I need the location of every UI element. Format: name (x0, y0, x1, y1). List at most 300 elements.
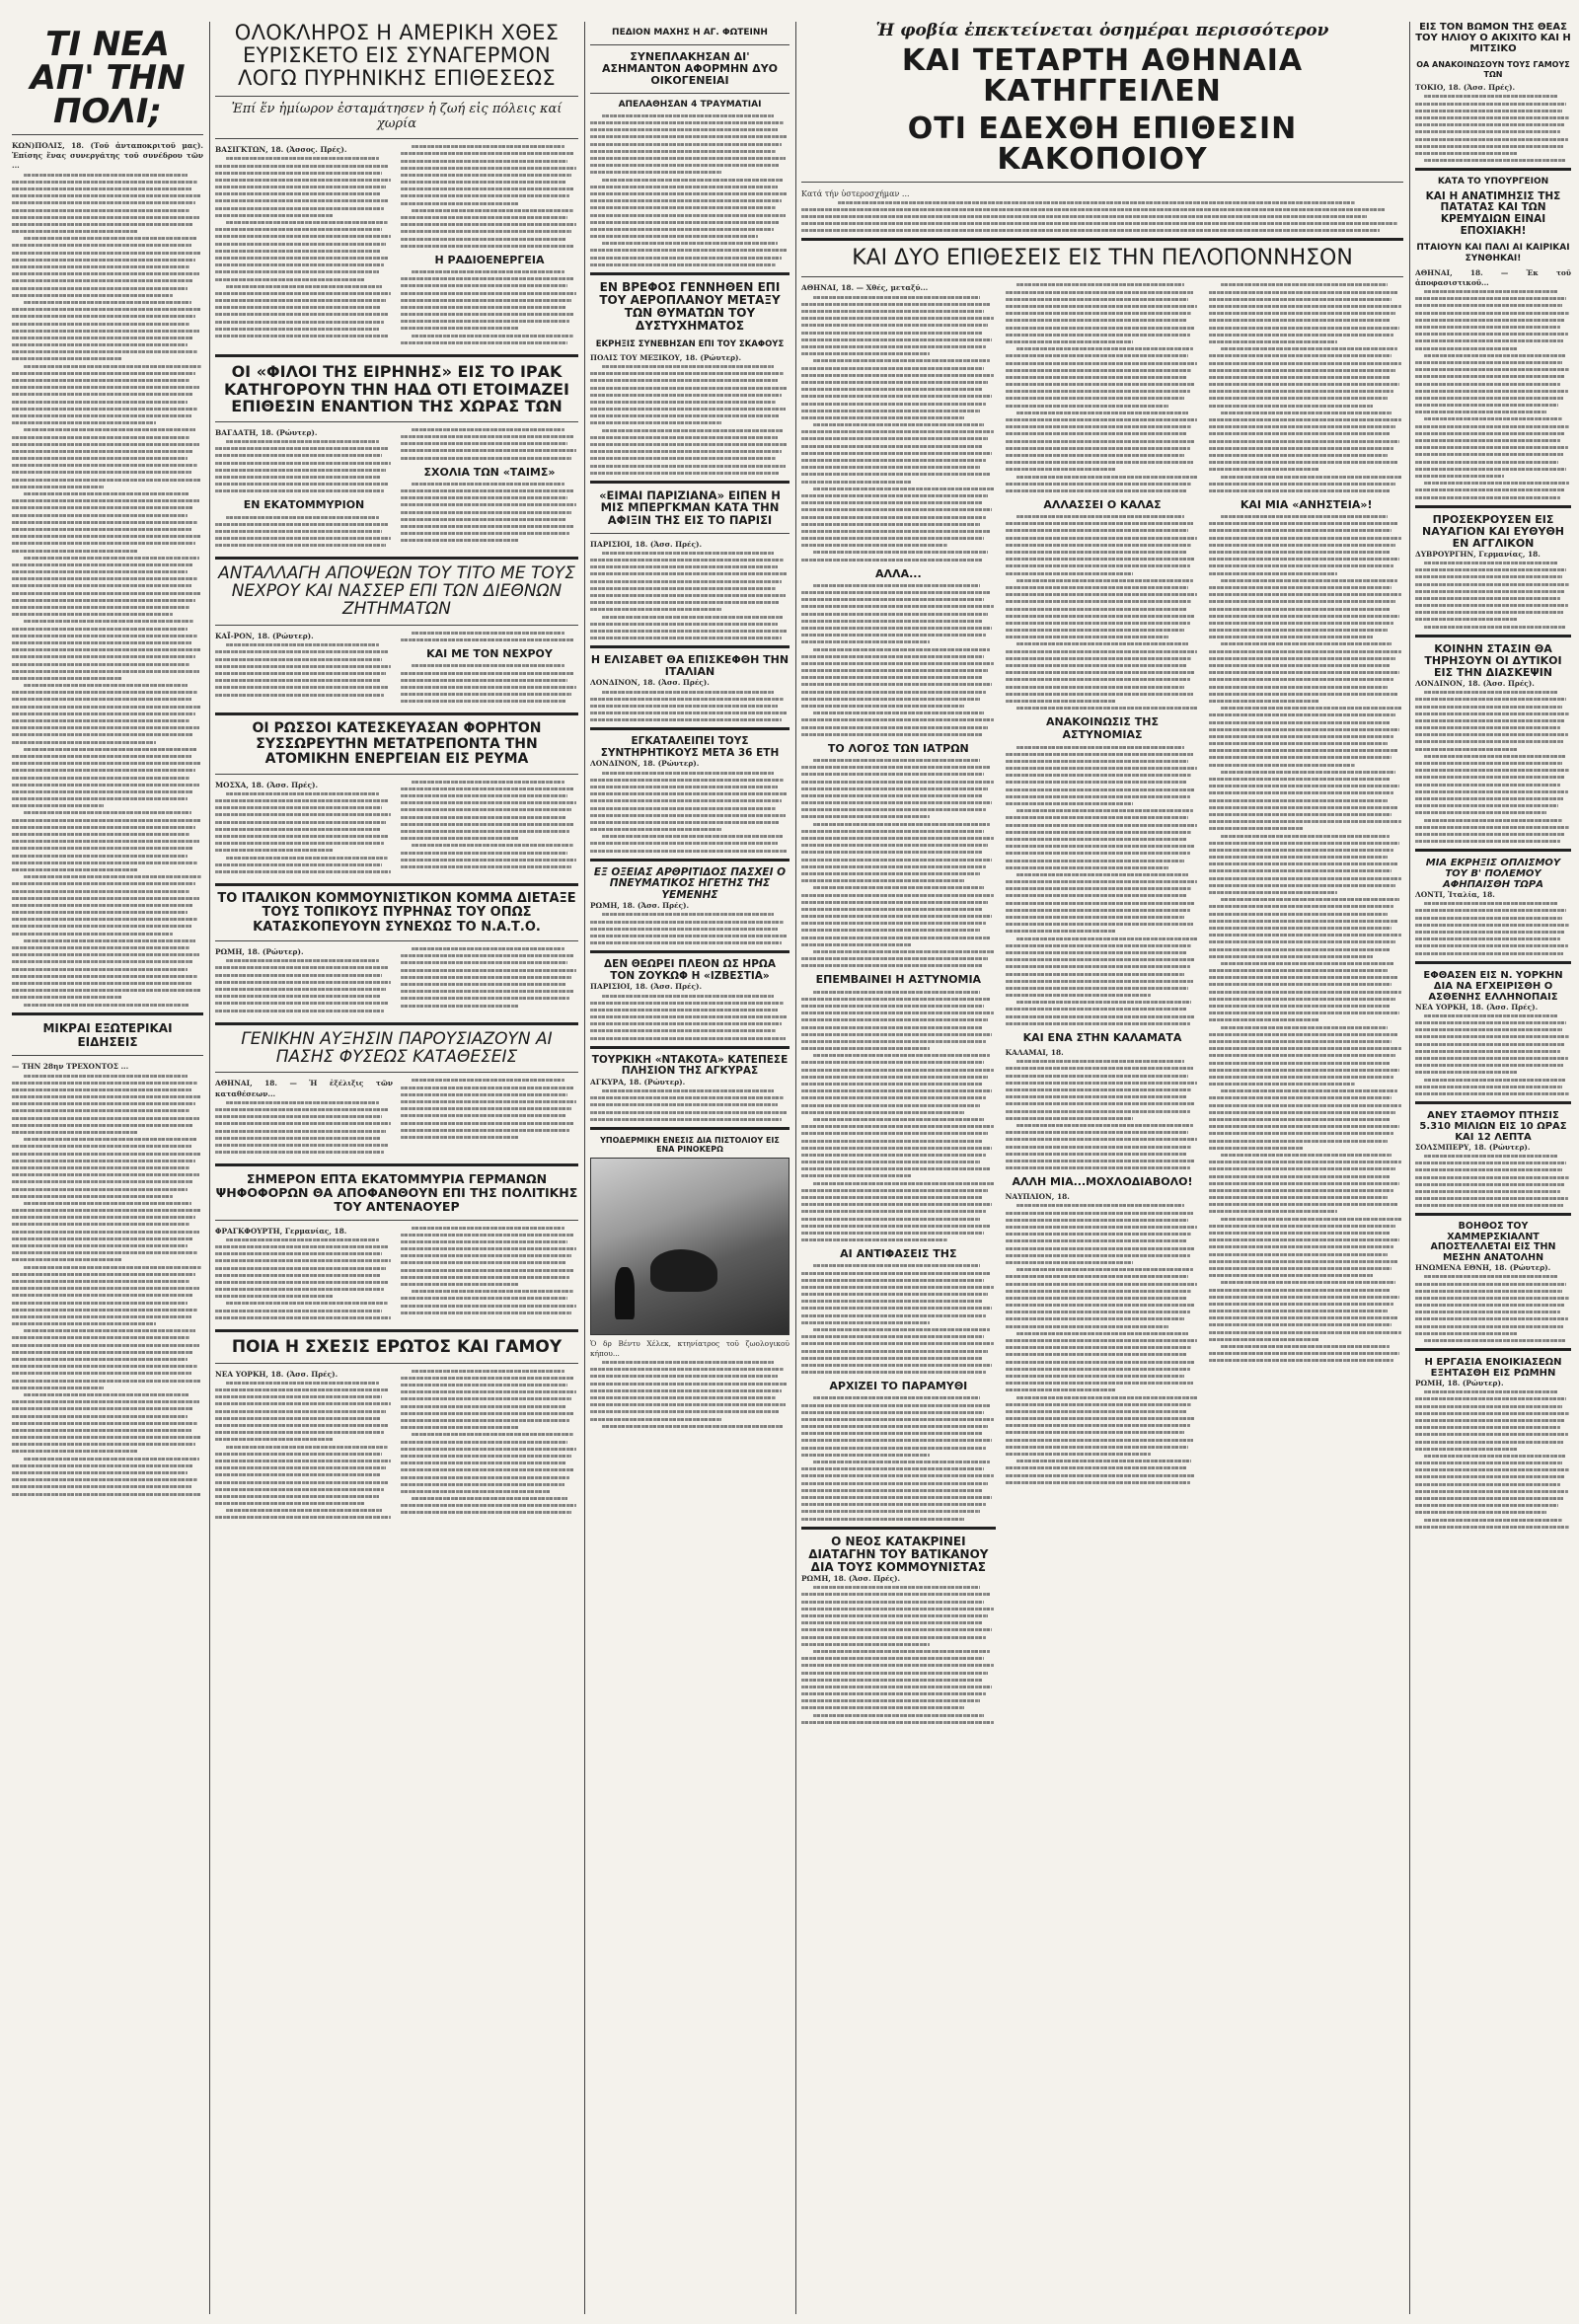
text-line (1209, 312, 1395, 315)
text-line (1209, 991, 1401, 994)
text-line (215, 1137, 380, 1140)
text-line (1209, 820, 1401, 823)
text-line (801, 310, 984, 313)
text-line (813, 712, 984, 714)
text-line (813, 991, 980, 994)
text-line (12, 252, 201, 255)
text-line (1221, 476, 1401, 479)
text-line (1209, 998, 1395, 1001)
text-line (1415, 1092, 1569, 1095)
text-line (801, 808, 986, 811)
text-line (1006, 1424, 1190, 1427)
text-line (12, 706, 201, 709)
text-line (12, 1109, 189, 1112)
text-line (1415, 368, 1569, 371)
text-line (590, 828, 721, 831)
text-line (12, 337, 193, 339)
text-line (215, 650, 388, 653)
text-line (602, 995, 774, 998)
text-line (401, 990, 574, 993)
text-line (401, 1405, 565, 1408)
text-line (1006, 1088, 1192, 1091)
text-line (1415, 1405, 1562, 1408)
text-line (1209, 1338, 1319, 1341)
heading-4-injured: ΑΠΕΛΑΘΗΣΑΝ 4 ΤΡΑΥΜΑΤΙΑΙ (618, 100, 762, 111)
text-line (1209, 1323, 1391, 1326)
text-line (602, 835, 784, 838)
tito-dateline: ΚΑΪ-ΡΟΝ, 18. (Ρώυτερ). (215, 631, 314, 640)
text-line (1209, 636, 1372, 638)
text-line (1006, 678, 1190, 681)
text-line (1209, 1238, 1399, 1241)
text-line (215, 165, 388, 168)
text-line (215, 1481, 389, 1484)
text-line (801, 367, 984, 370)
text-line (1006, 760, 1188, 763)
text-line (1006, 965, 1190, 968)
text-line (1415, 568, 1566, 571)
text-line (1209, 1161, 1401, 1163)
text-line (801, 830, 984, 833)
text-line (215, 235, 391, 238)
text-line (1415, 1183, 1565, 1186)
text-line (401, 638, 573, 641)
text-line (1415, 1290, 1562, 1293)
text-line (12, 479, 201, 482)
text-line (215, 1252, 382, 1255)
text-line (12, 514, 188, 517)
text-line (12, 804, 104, 807)
text-line (1006, 1325, 1168, 1328)
text-line (801, 733, 982, 736)
text-line (1016, 1124, 1193, 1127)
text-line (1424, 562, 1558, 564)
text-line (215, 454, 382, 457)
text-line (401, 1114, 565, 1117)
heading-kata-to-ypourgeion: ΚΑΤΑ ΤΟ ΥΠΟΥΡΓΕΙΟΝ (1437, 177, 1549, 187)
text-line (215, 1424, 389, 1427)
text-line (1415, 797, 1563, 800)
text-line (801, 1503, 986, 1506)
text-line (1209, 891, 1337, 894)
text-line (1415, 618, 1518, 621)
america-article-col-b (401, 145, 578, 348)
eros-dateline: ΝΕΑ ΥΟΡΚΗ, 18. (Ἀσσ. Πρές). (215, 1369, 338, 1379)
text-line (1006, 1317, 1184, 1320)
text-line (801, 640, 930, 643)
text-line (1209, 1182, 1399, 1185)
text-line (801, 501, 982, 504)
text-line (590, 199, 782, 202)
text-line (801, 215, 1367, 218)
text-line (801, 1210, 986, 1213)
text-line (12, 1407, 193, 1410)
text-line (401, 1240, 567, 1243)
subhead-baby-plane: ΕΚΡΗΞΙΣ ΣΥΝΕΒΗΣΑΝ ΕΠΙ ΤΟΥ ΣΚΑΦΟΥΣ (595, 338, 785, 349)
text-line (1209, 1289, 1390, 1292)
text-line (801, 1342, 994, 1345)
text-line (1415, 1325, 1563, 1328)
germ-text-a (215, 1238, 393, 1319)
zhukov-text (590, 995, 790, 1040)
text-line (215, 1316, 391, 1319)
text-line (590, 1396, 776, 1399)
text-line (1209, 564, 1393, 567)
text-line (401, 518, 565, 521)
text-line (1415, 468, 1566, 471)
america-text-b (401, 145, 578, 248)
text-line (1209, 976, 1397, 979)
text-line (1006, 1138, 1198, 1141)
text-line (401, 787, 573, 790)
text-line (602, 913, 774, 916)
text-line (1209, 608, 1390, 611)
text-line (401, 167, 576, 170)
text-line (1016, 1204, 1183, 1207)
text-line (1221, 412, 1391, 414)
ital-dateline: ΡΩΜΗ, 18. (Ρώυτερ). (215, 947, 304, 956)
text-line (412, 1290, 573, 1293)
text-line (1424, 1014, 1558, 1017)
irak-text-b (215, 516, 393, 548)
text-line (401, 1254, 571, 1257)
text-line (1006, 1261, 1134, 1264)
main-text-a3 (801, 759, 996, 967)
text-line (1006, 753, 1194, 756)
subhead-america-alert: Ἐπί ἕν ἡμίωρον ἐσταμάτησεν ἡ ζωή εἰς πόλεις καί χωρία (231, 102, 563, 132)
text-line (1006, 319, 1186, 322)
text-line (401, 672, 573, 675)
subhead-potatoes: ΠΤΑΙΟΥΝ ΚΑΙ ΠΑΛΙ ΑΙ ΚΑΙΡΙΚΑΙ ΣΥΝΘΗΚΑΙ! (1416, 243, 1570, 263)
text-line (12, 1195, 173, 1198)
text-line (215, 1295, 333, 1298)
text-line (412, 1370, 564, 1373)
text-line (401, 983, 565, 986)
main-story (801, 22, 1403, 2314)
text-line (1209, 1274, 1372, 1277)
text-line (401, 1441, 567, 1444)
text-line (801, 481, 912, 484)
text-line (801, 1272, 990, 1275)
text-line (12, 606, 189, 609)
text-line (12, 726, 199, 729)
america-article (215, 145, 578, 348)
text-line (1221, 1154, 1391, 1157)
text-line (590, 814, 786, 817)
text-line (1415, 931, 1565, 934)
text-line (1424, 417, 1561, 420)
text-line (1006, 866, 1168, 869)
text-line (1209, 713, 1395, 716)
text-line (401, 435, 573, 438)
shipwreck-text (1415, 562, 1571, 629)
text-line (226, 516, 379, 519)
text-line (801, 303, 990, 306)
text-line (401, 801, 576, 804)
text-line (215, 1259, 391, 1262)
text-line (801, 1203, 992, 1206)
text-line (813, 1714, 984, 1717)
text-line (1424, 290, 1558, 293)
text-line (801, 922, 986, 925)
text-line (12, 628, 188, 631)
text-line (590, 121, 784, 124)
text-line (401, 1312, 571, 1314)
text-line (1415, 575, 1562, 578)
text-line (215, 523, 388, 526)
text-line (1415, 811, 1546, 814)
text-line (813, 1461, 990, 1463)
text-line (1415, 319, 1565, 322)
text-line (801, 1518, 964, 1521)
text-line (12, 1429, 191, 1432)
text-line (12, 1436, 201, 1439)
russ-text-b (401, 781, 578, 868)
headline-irak: ΟΙ «ΦΙΛΟΙ ΤΗΣ ΕΙΡΗΝΗΣ» ΕΙΣ ΤΟ ΙΡΑΚ ΚΑΤΗΓΟΡΟΥΝ ΤΗΝ ΗΑΔ ΟΤΙ ΕΤΟΙΜΑΖΕΙ ΕΠΙΘΕΣΙΝ ΕΝΑΝΤΙΟΝ ΤΗΣ ΧΩΡΑΣ ΤΩΝ (224, 362, 569, 416)
text-line (590, 1103, 778, 1106)
col1-article-text-2 (12, 1075, 203, 1496)
text-line (24, 939, 196, 942)
text-line (590, 1015, 788, 1018)
text-line (1209, 913, 1388, 916)
text-line (401, 489, 573, 492)
ital-text-a (215, 959, 393, 1012)
text-line (1016, 642, 1187, 645)
text-line (401, 1129, 569, 1132)
text-line (1221, 1218, 1401, 1221)
text-line (1006, 980, 1194, 983)
text-line (1221, 1345, 1390, 1348)
text-line (401, 1483, 564, 1486)
text-line (1006, 291, 1194, 294)
text-line (12, 1493, 201, 1496)
text-line (801, 1608, 994, 1611)
text-line (401, 503, 576, 506)
text-line (215, 228, 382, 231)
text-line (1006, 615, 1196, 618)
text-line (1209, 927, 1391, 930)
text-line (12, 506, 193, 509)
text-line (801, 901, 988, 904)
text-line (1209, 1076, 1393, 1079)
text-line (401, 152, 573, 155)
text-line (1006, 529, 1188, 532)
text-line (12, 528, 191, 531)
headline-two-families: ΣΥΝΕΠΛΑΚΗΣΑΝ ΔΙ' ΑΣΗΜΑΝΤΟΝ ΑΦΟΡΜΗΝ ΔΥΟ ΟΙΚΟΓΕΝΕΙΑΙ (601, 49, 779, 87)
text-line (215, 544, 386, 547)
text-line (1415, 411, 1546, 413)
text-line (401, 794, 567, 797)
text-line (801, 851, 982, 854)
text-line (1415, 833, 1565, 836)
text-line (1415, 145, 1563, 148)
text-line (1415, 1168, 1562, 1171)
text-line (1006, 537, 1198, 540)
headline-baby-plane: ΕΝ ΒΡΕΦΟΣ ΓΕΝΝΗΘΕΝ ΕΠΙ ΤΟΥ ΑΕΡΟΠΛΑΝΟΥ ΜΕΤΑΞΥ ΤΩΝ ΘΥΜΑΤΩΝ ΤΟΥ ΔΥΣΤΥΧΗΜΑΤΟΣ (599, 279, 781, 334)
text-line (590, 559, 784, 562)
text-line (1209, 432, 1390, 435)
text-line (1006, 468, 1116, 471)
text-line (12, 323, 189, 326)
text-line (215, 447, 388, 450)
text-line (1006, 405, 1168, 408)
aux-text-a (215, 1101, 393, 1154)
aux-article (215, 1079, 578, 1158)
text-line (801, 508, 992, 511)
text-line (215, 462, 391, 465)
text-line (1415, 496, 1560, 499)
text-line (226, 1302, 388, 1305)
text-line (1415, 840, 1560, 843)
text-line (1016, 347, 1193, 350)
text-line (801, 1672, 988, 1675)
text-line (12, 698, 191, 701)
text-line (401, 816, 565, 819)
irak-dateline: ΒΑΓΔΑΤΗ, 18. (Ρώυτερ). (215, 427, 318, 437)
text-line (226, 792, 379, 795)
text-line (1209, 319, 1390, 322)
text-line (215, 313, 389, 316)
text-line (12, 648, 201, 651)
text-line (412, 483, 564, 486)
text-line (12, 1372, 191, 1375)
text-line (12, 1415, 188, 1418)
text-line (1209, 1054, 1395, 1057)
text-line (1424, 1519, 1561, 1522)
text-line (215, 1466, 386, 1469)
text-line (1006, 629, 1184, 632)
irak-text-a (215, 440, 393, 492)
text-line (215, 1410, 386, 1413)
text-line (801, 787, 988, 790)
text-line (1006, 824, 1198, 827)
text-line (12, 1209, 201, 1212)
text-line (801, 222, 1397, 225)
text-line (1221, 1026, 1388, 1029)
main-text-a6 (801, 1396, 996, 1520)
text-line (1006, 622, 1190, 625)
text-line (12, 421, 156, 424)
text-line (12, 216, 199, 219)
text-line (12, 1315, 191, 1318)
text-line (801, 1238, 947, 1241)
text-line (1209, 1012, 1399, 1014)
text-line (602, 691, 774, 694)
text-line (401, 997, 569, 1000)
text-line (12, 946, 189, 949)
text-line (1006, 551, 1186, 554)
text-line (801, 591, 990, 594)
text-line (801, 1482, 988, 1485)
text-line (12, 1082, 197, 1085)
text-line (590, 192, 788, 195)
text-line (801, 669, 988, 672)
text-line (801, 1132, 988, 1135)
text-line (801, 698, 980, 701)
text-line (215, 1516, 391, 1519)
col1-body-2 (12, 1062, 203, 1072)
text-line (12, 826, 195, 829)
text-line (1209, 1245, 1393, 1248)
text-line (1209, 877, 1401, 880)
text-line (12, 308, 201, 311)
text-line (12, 762, 201, 765)
text-line (12, 1180, 193, 1183)
text-line (1006, 1110, 1190, 1113)
text-line (12, 201, 195, 204)
greek-boy-dateline: ΝΕΑ ΥΟΡΚΗ, 18. (Ἀσσ. Πρές). (1415, 1002, 1539, 1012)
text-line (401, 1087, 573, 1089)
main-story-columns (801, 283, 1403, 1728)
text-line (1006, 930, 1116, 933)
text-line (590, 186, 778, 188)
text-line (1415, 1511, 1546, 1514)
text-line (1221, 283, 1388, 286)
yemen-dateline: ΡΩΜΗ, 18. (Ἀσσ. Πρές). (590, 901, 690, 911)
text-line (226, 959, 379, 962)
text-line (801, 1047, 930, 1050)
text-line (12, 663, 189, 666)
text-line (1415, 461, 1558, 464)
text-line (412, 781, 564, 784)
text-line (590, 164, 780, 167)
text-line (1209, 327, 1399, 330)
text-line (1415, 1497, 1563, 1500)
text-line (12, 287, 188, 290)
text-line (838, 201, 1356, 204)
elizabeth-text (590, 691, 790, 722)
text-line (12, 1131, 138, 1134)
text-line (602, 772, 774, 775)
text-line (801, 1061, 984, 1064)
text-line (401, 1100, 576, 1103)
text-line (801, 837, 994, 840)
text-line (1209, 1047, 1401, 1050)
text-line (590, 171, 721, 174)
column-2 (215, 22, 578, 2314)
text-line (801, 445, 982, 448)
text-line (1006, 1353, 1186, 1356)
text-line (1209, 905, 1393, 908)
text-line (1209, 869, 1391, 872)
text-line (12, 401, 188, 404)
text-line (801, 872, 980, 875)
text-line (12, 1336, 189, 1339)
text-line (590, 941, 782, 944)
text-line (590, 580, 782, 583)
text-line (1006, 1022, 1190, 1025)
text-line (1415, 103, 1566, 106)
text-line (1006, 608, 1186, 611)
akihito-dateline: ΤΟΚΙΟ, 18. (Ἀσσ. Πρές). (1415, 83, 1516, 93)
text-line (401, 1390, 576, 1393)
masthead-line-1: ΤΙ ΝΕΑ (45, 25, 170, 64)
text-line (1209, 1096, 1391, 1099)
text-line (801, 718, 994, 721)
text-line (590, 1389, 782, 1392)
column-rule (795, 22, 796, 2314)
text-line (1016, 579, 1193, 582)
text-line (1006, 489, 1186, 492)
text-line (1209, 799, 1388, 802)
main-text-c2 (1209, 515, 1403, 1362)
text-line (24, 620, 194, 623)
text-line (412, 1433, 573, 1436)
text-line (215, 686, 389, 689)
text-line (1415, 1448, 1518, 1451)
text-line (215, 1130, 386, 1133)
text-line (801, 416, 964, 419)
